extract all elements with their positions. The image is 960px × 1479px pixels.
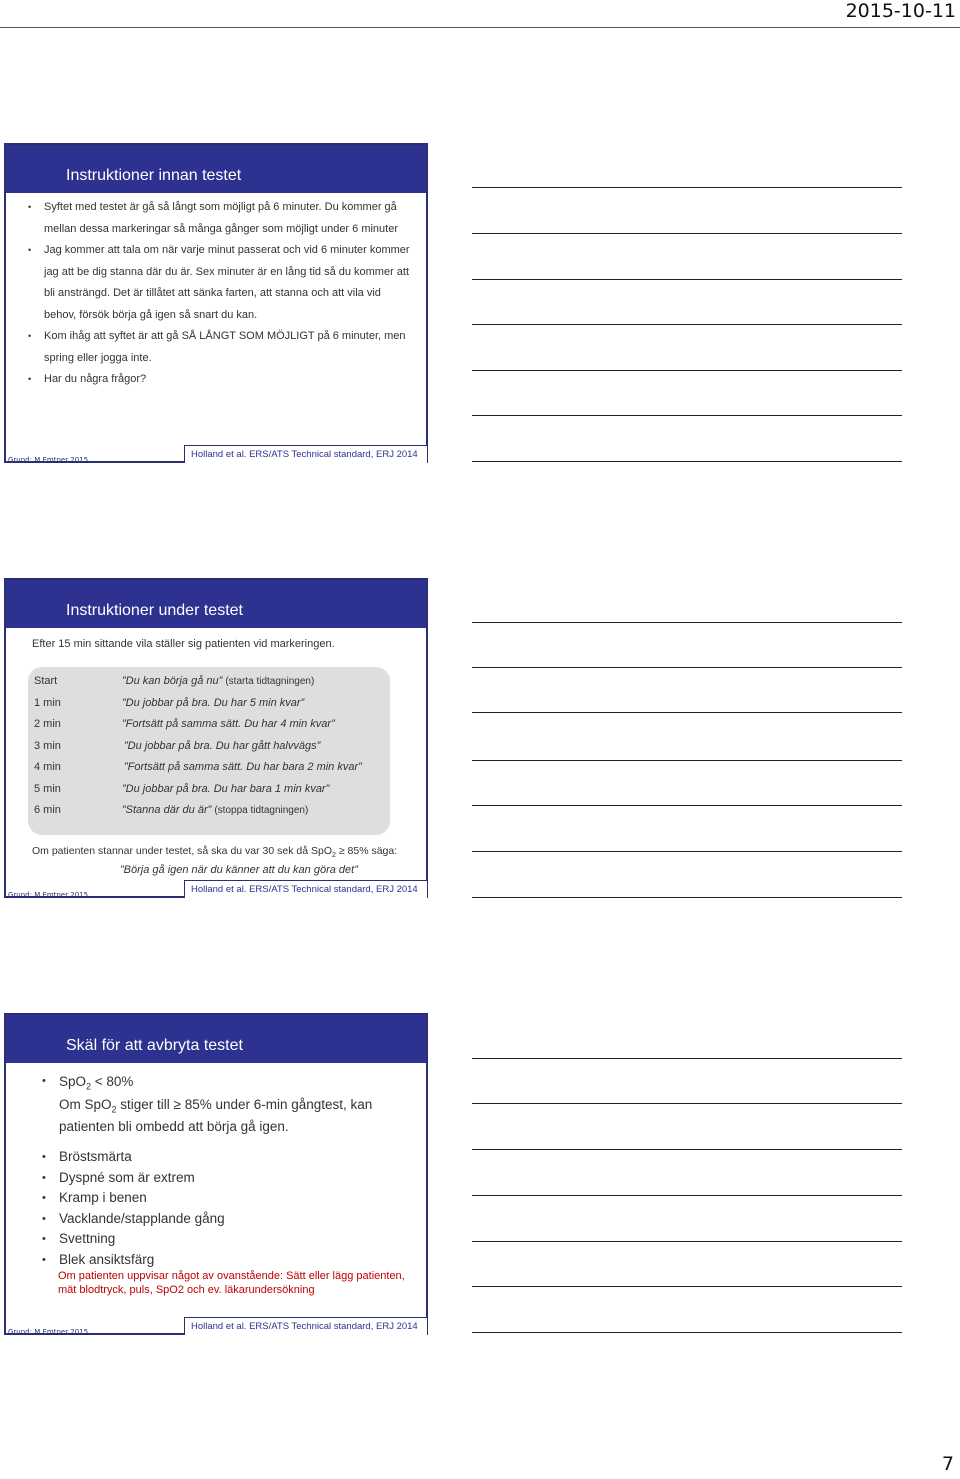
timing-time: 6 min bbox=[34, 804, 61, 816]
timing-phrase: ”Fortsätt på samma sätt. Du har 4 min kvar” bbox=[122, 718, 335, 730]
bullet-item: • Syftet med testet är gå så långt som möjligt på 6 minuter. Du kommer gå mellan dessa markeringar så många gånger som möjligt under 6 minuter bbox=[28, 197, 410, 240]
timing-phrase: ”Du jobbar på bra. Du har 5 min kvar” bbox=[122, 697, 305, 709]
reference-box: Holland et al. ERS/ATS Technical standard, ERJ 2014 bbox=[184, 445, 428, 463]
reason-item: • Bröstsmärta bbox=[42, 1147, 406, 1168]
spo2-text: SpO bbox=[59, 1074, 87, 1089]
footer-source: Grund: M Emtner 2015 bbox=[8, 456, 89, 464]
slide-header bbox=[6, 145, 426, 193]
page-number: 7 bbox=[941, 1453, 954, 1475]
reason-item: • Svettning bbox=[42, 1229, 406, 1250]
timing-time: 1 min bbox=[34, 697, 61, 709]
timing-time: 2 min bbox=[34, 718, 61, 730]
timing-phrase: ”Du kan börja gå nu” bbox=[122, 675, 223, 687]
bullet-list bbox=[28, 197, 410, 391]
timing-phrase: ”Fortsätt på samma sätt. Du har bara 2 min kvar” bbox=[124, 761, 362, 773]
bullet-item: • Har du några frågor? bbox=[28, 369, 410, 391]
intro-text: Efter 15 min sittande vila ställer sig patienten vid markeringen. bbox=[32, 638, 335, 650]
slide-title: Instruktioner under testet bbox=[66, 602, 243, 619]
timing-time: 5 min bbox=[34, 783, 61, 795]
footer-source: Grund: M Emtner 2015 bbox=[8, 891, 89, 899]
slide-header bbox=[6, 1015, 426, 1063]
bullet-item: • Jag kommer att tala om när varje minut passerat och vid 6 minuter kommer jag att be dig stanna där du är. Sex minuter är en lång tid så du kommer att bli ansträngd. Det är tillåtet att sänka farten, att stanna och att vila vid behov, försök börja gå igen så snart du kan. bbox=[28, 240, 410, 326]
stop-instruction bbox=[32, 844, 422, 877]
reason-item: • Blek ansiktsfärg bbox=[42, 1250, 406, 1271]
action-note: Om patienten uppvisar något av ovanstående: Sätt eller lägg patienten, mät blodtryck, puls, SpO2 och ev. läkarundersökning bbox=[58, 1270, 405, 1296]
reason-item: • Dyspné som är extrem bbox=[42, 1168, 406, 1189]
timing-phrase: ”Stanna där du är” bbox=[122, 804, 212, 816]
reason-list bbox=[42, 1147, 406, 1270]
spo2-subscript: 2 bbox=[111, 1104, 117, 1115]
stop-phrase: ”Börja gå igen när du känner att du kan göra det” bbox=[120, 864, 358, 877]
slide-stop-reasons bbox=[4, 1013, 428, 1335]
timing-time: 3 min bbox=[34, 740, 61, 752]
header-rule bbox=[0, 27, 960, 28]
bullet-item: • Kom ihåg att syftet är att gå SÅ LÅNGT SOM MÖJLIGT på 6 minuter, men spring eller jogga inte. bbox=[28, 326, 410, 369]
reason-item: • Vacklande/stapplande gång bbox=[42, 1209, 406, 1230]
stop-note-subscript: 2 bbox=[332, 852, 336, 860]
spo2-text: Om SpO bbox=[59, 1096, 112, 1112]
timing-phrase: ”Du jobbar på bra. Du har bara 1 min kvar” bbox=[122, 783, 330, 795]
page-date: 2015-10-11 bbox=[845, 0, 956, 22]
slide-title: Skäl för att avbryta testet bbox=[66, 1037, 243, 1054]
footer-source: Grund: M Emtner 2015 bbox=[8, 1328, 89, 1336]
spo2-resume-text: stiger till ≥ 85% under 6-min gångtest, kan patienten bli ombedd att börja gå igen. bbox=[59, 1096, 373, 1135]
stop-note-text: Om patienten stannar under testet, så ska du var 30 sek då SpO bbox=[32, 845, 333, 857]
timing-time: 4 min bbox=[34, 761, 61, 773]
slide-instructions-before bbox=[4, 143, 428, 463]
spo2-threshold: < 80% bbox=[91, 1074, 134, 1089]
slide-header bbox=[6, 580, 426, 628]
slide-instructions-during bbox=[4, 578, 428, 898]
timing-phrase: ”Du jobbar på bra. Du har gått halvvägs” bbox=[124, 740, 321, 752]
spo2-item bbox=[42, 1073, 406, 1135]
reference-box: Holland et al. ERS/ATS Technical standard, ERJ 2014 bbox=[184, 880, 428, 898]
timing-note: (starta tidtagningen) bbox=[225, 676, 315, 687]
spo2-list bbox=[42, 1073, 406, 1135]
timing-note: (stoppa tidtagningen) bbox=[214, 805, 309, 816]
slide-title: Instruktioner innan testet bbox=[66, 167, 242, 184]
reference-box: Holland et al. ERS/ATS Technical standard, ERJ 2014 bbox=[184, 1317, 428, 1335]
timing-box bbox=[28, 667, 390, 835]
reason-item: • Kramp i benen bbox=[42, 1188, 406, 1209]
stop-note-text: ≥ 85% säga: bbox=[335, 845, 398, 857]
spo2-subscript: 2 bbox=[86, 1081, 92, 1092]
timing-time: Start bbox=[34, 675, 58, 687]
